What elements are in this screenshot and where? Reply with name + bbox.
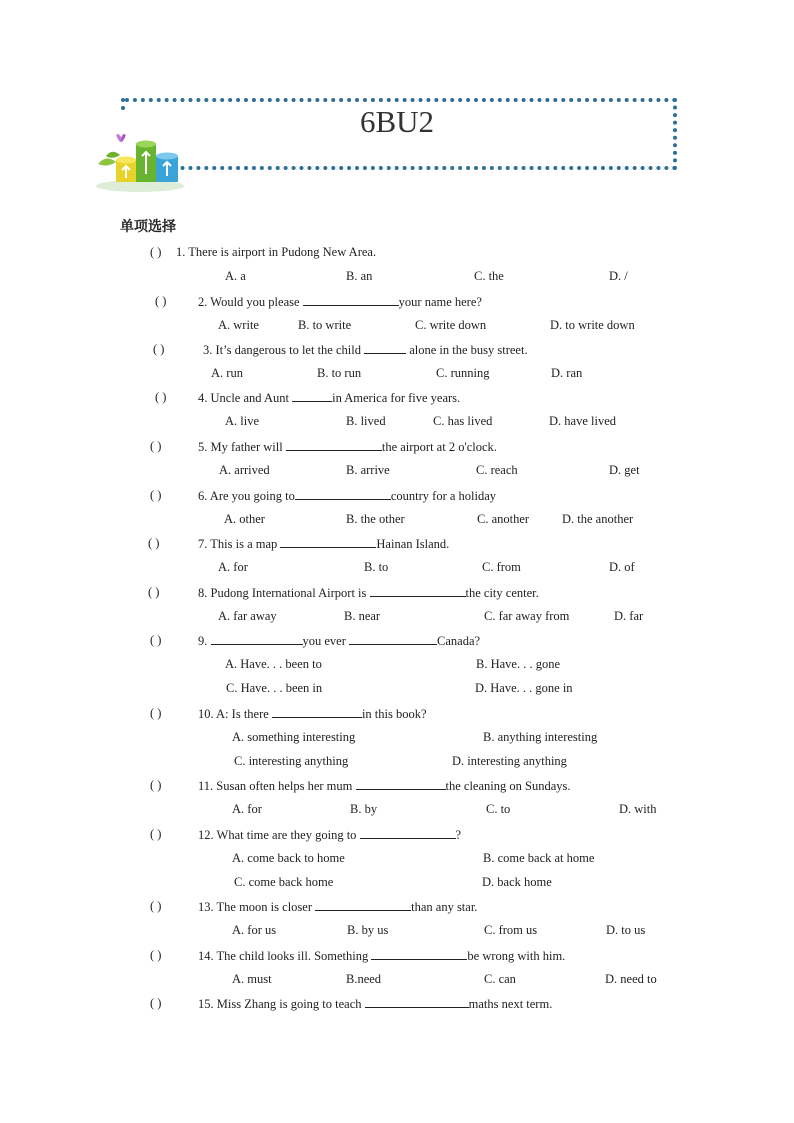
answer-option: B. arrive [346,463,390,477]
answer-option: A. far away [218,609,277,623]
answer-option: C. the [474,269,504,283]
answer-option: A. must [232,972,272,986]
question-text: 6. Are you going to country for a holiday [198,489,497,503]
answer-option: A. for [218,560,248,574]
answer-option: B. an [346,269,373,283]
answer-option: B. anything interesting [483,730,598,744]
answer-blank[interactable] [365,995,469,1008]
answer-paren: ( ) [150,996,162,1010]
answer-option: A. for [232,802,262,816]
question-text: 12. What time are they going to ? [198,828,462,842]
answer-option: B.need [346,972,382,986]
answer-blank[interactable] [211,632,303,645]
question-text: 1. There is airport in Pudong New Area. [176,245,377,259]
answer-option: D. need to [605,972,657,986]
answer-option: D. interesting anything [452,754,567,768]
answer-option: B. come back at home [483,851,595,865]
answer-option: D. of [609,560,635,574]
answer-blank[interactable] [303,293,399,306]
answer-paren: ( ) [153,342,165,356]
answer-option: C. from us [484,923,538,937]
answer-paren: ( ) [150,827,162,841]
answer-blank[interactable] [349,632,437,645]
answer-option: A. Have. . . been to [225,657,322,671]
answer-option: C. come back home [234,875,334,889]
question-text: 3. It’s dangerous to let the child alone in the busy street. [203,343,528,357]
answer-option: C. to [486,802,511,816]
answer-option: A. arrived [219,463,270,477]
answer-option: D. / [609,269,628,283]
answer-blank[interactable] [286,438,382,451]
answer-paren: ( ) [148,585,160,599]
question-text: 11. Susan often helps her mum the cleaning on Sundays. [198,779,571,793]
answer-option: D. ran [551,366,583,380]
question-text: 15. Miss Zhang is going to teach maths next term. [198,997,553,1011]
answer-option: A. something interesting [232,730,356,744]
answer-paren: ( ) [150,706,162,720]
answer-option: A. run [211,366,243,380]
page-title: 6BU2 [359,104,435,139]
answer-option: C. running [436,366,490,380]
answer-option: A. write [218,318,259,332]
question-text: 13. The moon is closer than any star. [198,900,478,914]
answer-option: D. have lived [549,414,616,428]
answer-option: C. another [477,512,530,526]
answer-paren: ( ) [150,439,162,453]
answer-option: D. back home [482,875,552,889]
answer-paren: ( ) [150,948,162,962]
answer-option: C. interesting anything [234,754,349,768]
answer-blank[interactable] [280,535,376,548]
answer-option: C. has lived [433,414,493,428]
answer-option: A. live [225,414,260,428]
answer-option: C. can [484,972,516,986]
answer-blank[interactable] [315,898,411,911]
section-heading: 单项选择 [120,219,176,235]
answer-option: B. to write [298,318,352,332]
answer-option: C. from [482,560,521,574]
answer-option: D. the another [562,512,634,526]
answer-option: B. Have. . . gone [476,657,561,671]
answer-blank[interactable] [364,341,406,354]
answer-paren: ( ) [150,488,162,502]
question-text: 2. Would you please your name here? [198,295,482,309]
answer-option: D. to write down [550,318,635,332]
answer-option: D. get [609,463,640,477]
question-text: 8. Pudong International Airport is the city center. [198,586,539,600]
answer-blank[interactable] [272,705,362,718]
answer-option: D. far [614,609,644,623]
answer-option: C. far away from [484,609,570,623]
bar-chart-logo-icon [92,134,188,194]
answer-option: B. lived [346,414,386,428]
answer-paren: ( ) [150,899,162,913]
question-text: 7. This is a map Hainan Island. [198,537,450,551]
answer-blank[interactable] [356,777,446,790]
answer-option: B. the other [346,512,405,526]
answer-option: D. with [619,802,657,816]
answer-option: B. by us [347,923,389,937]
answer-blank[interactable] [371,947,467,960]
question-text: 9. you ever Canada? [198,634,481,648]
answer-paren: ( ) [150,245,162,259]
answer-blank[interactable] [370,584,466,597]
question-text: 5. My father will the airport at 2 o'clock. [198,440,497,454]
answer-option: A. other [224,512,265,526]
answer-paren: ( ) [150,778,162,792]
answer-option: D. Have. . . gone in [475,681,573,695]
answer-blank[interactable] [292,389,332,402]
answer-option: D. to us [606,923,646,937]
answer-blank[interactable] [295,487,391,500]
answer-option: A. a [225,269,246,283]
answer-option: B. near [344,609,381,623]
answer-option: A. come back to home [232,851,345,865]
question-text: 14. The child looks ill. Something be wrong with him. [198,949,566,963]
answer-option: C. write down [415,318,487,332]
answer-paren: ( ) [155,294,167,308]
answer-option: C. reach [476,463,518,477]
question-text: 10. A: Is there in this book? [198,707,427,721]
answer-option: B. to [364,560,389,574]
question-text: 4. Uncle and Aunt in America for five years. [198,391,461,405]
answer-blank[interactable] [360,826,456,839]
answer-option: A. for us [232,923,277,937]
answer-paren: ( ) [150,633,162,647]
answer-option: B. to run [317,366,362,380]
answer-paren: ( ) [155,390,167,404]
answer-option: C. Have. . . been in [226,681,323,695]
answer-paren: ( ) [148,536,160,550]
answer-option: B. by [350,802,378,816]
